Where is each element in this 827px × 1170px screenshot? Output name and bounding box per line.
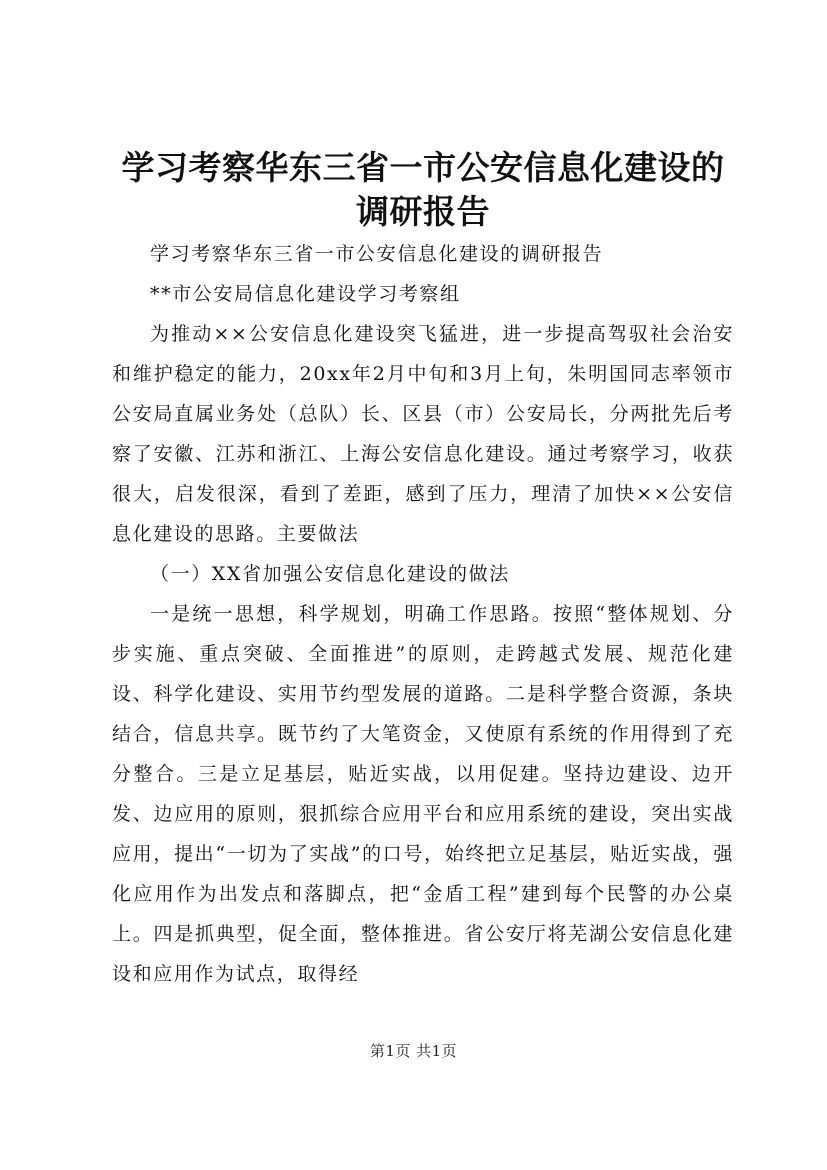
author-line: **市公安局信息化建设学习考察组 [150, 283, 461, 305]
body-paragraph: 一是统一思想，科学规划，明确工作思路。按照“整体规划、分步实施、重点突破、全面推进”的原则，走跨越式发展、规范化建设、科学化建设、实用节约型发展的道路。二是科学整合资源，条块结合，信息共享。既节约了大笔资金，又使原有系统的作用得到了充分整合。三是立足基层，贴近实战，以用促建。坚持边建设、边开发、边应用的原则，狠抓综合应用平台和应用系统的建设，突出实战应用，提出“一切为了实战”的口号，始终把立足基层，贴近实战，强化应用作为出发点和落脚点，把“金盾工程”建到每个民警的办公桌上。四是抓典型，促全面，整体推进。省公安厅将芜湖公安信息化建设和应用作为试点，取得经 [112, 603, 734, 985]
section-heading: （一）XX省加强公安信息化建设的做法 [150, 563, 510, 585]
document-title: 学习考察华东三省一市公安信息化建设的调研报告 [121, 148, 725, 231]
document-page [112, 146, 734, 994]
intro-paragraph: 为推动××公安信息化建设突飞猛进，进一步提高驾驭社会治安和维护稳定的能力，20xx年2月中旬和3月上旬，朱明国同志率领市公安局直属业务处（总队）长、区县（市）公安局长，分两批先后考察了安徽、江苏和浙江、上海公安信息化建设。通过考察学习，收获很大，启发很深，看到了差距，感到了压力，理清了加快××公安信息化建设的思路。主要做法 [112, 323, 734, 545]
document-subtitle: 学习考察华东三省一市公安信息化建设的调研报告 [150, 243, 604, 265]
page-number-footer: 第1页 共1页 [369, 1042, 458, 1060]
